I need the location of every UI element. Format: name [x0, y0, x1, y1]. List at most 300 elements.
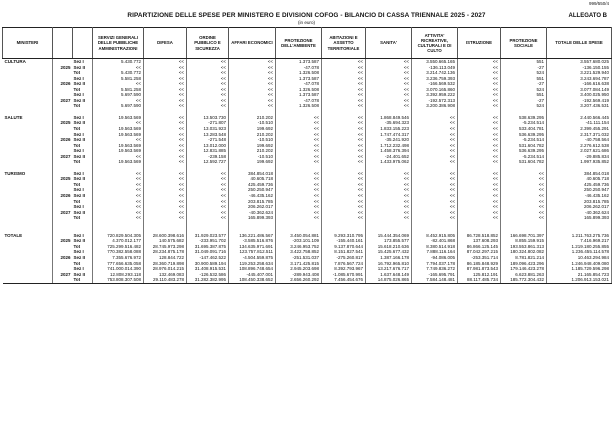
ministry-cell: TURISMO	[3, 171, 53, 177]
value-cell: 12.808.293.118	[93, 272, 144, 278]
value-cell: <<	[366, 171, 412, 177]
value-cell: <<	[322, 81, 366, 87]
value-cell: <<	[458, 154, 501, 160]
value-cell: 3.557.680.025	[547, 59, 612, 65]
value-cell: 1.387.166.178	[366, 255, 412, 261]
value-cell: 3.207.436.531	[547, 103, 612, 109]
value-cell: <<	[501, 171, 547, 177]
value-cell: <<	[412, 159, 458, 165]
value-cell: 210.202	[229, 115, 276, 121]
value-cell: 19.563.569	[93, 115, 144, 121]
value-cell: <<	[322, 204, 366, 210]
value-cell: 132.469.083	[144, 272, 187, 278]
value-cell: <<	[276, 120, 322, 126]
value-cell: <<	[229, 103, 276, 109]
value-cell: 3.392.959.222	[412, 92, 458, 98]
ministry-cell: TOTALE	[3, 233, 53, 239]
value-cell: <<	[144, 148, 187, 154]
value-cell: <<	[276, 148, 322, 154]
value-cell: <<	[458, 187, 501, 193]
value-cell: 538.639.295	[501, 115, 547, 121]
value-cell: 531.604.782	[501, 159, 547, 165]
value-cell: 31.408.915.531	[187, 266, 229, 272]
value-cell: 551	[501, 76, 547, 82]
value-cell: 88.117.485.734	[458, 277, 501, 283]
value-cell: -203.101.109	[276, 238, 322, 244]
value-cell: 1.868.849.546	[366, 115, 412, 121]
value-cell: <<	[187, 59, 229, 65]
value-cell: <<	[187, 182, 229, 188]
value-cell: <<	[366, 193, 412, 199]
value-cell: -46.435.162	[229, 193, 276, 199]
value-cell: <<	[412, 215, 458, 221]
value-cell: 199.692	[229, 126, 276, 132]
value-cell: 193.553.861.313	[501, 244, 547, 250]
value-cell: <<	[366, 215, 412, 221]
value-cell: <<	[93, 98, 144, 104]
value-cell: <<	[144, 193, 187, 199]
value-cell: -1.085.670.991	[322, 272, 366, 278]
value-cell: 384.854.018	[229, 171, 276, 177]
value-cell: -192.572.313	[412, 98, 458, 104]
section-cell: Tot	[73, 70, 81, 76]
value-cell: <<	[187, 103, 229, 109]
value-cell: <<	[412, 132, 458, 138]
section-cell: Tot	[73, 159, 81, 165]
value-cell: 8.781.821.214	[501, 255, 547, 261]
value-cell: 8.452.915.805	[412, 233, 458, 239]
value-cell: -94.086.005	[412, 255, 458, 261]
value-cell: <<	[412, 120, 458, 126]
value-cell: <<	[144, 143, 187, 149]
value-cell: 7.416.969.217	[547, 238, 612, 244]
value-cell: 136.221.486.567	[229, 233, 276, 239]
value-cell: <<	[229, 87, 276, 93]
value-cell: -24.401.652	[366, 154, 412, 160]
value-cell: <<	[501, 210, 547, 216]
value-cell: 3.200.386.908	[412, 103, 458, 109]
value-cell: 2.399.455.291	[547, 126, 612, 132]
value-cell: -5.234.514	[501, 137, 547, 143]
value-cell: <<	[276, 115, 322, 121]
value-cell: <<	[458, 171, 501, 177]
value-cell: 28.600.398.616	[144, 233, 187, 239]
year-cell	[53, 277, 73, 283]
value-cell: 40.605.718	[229, 176, 276, 182]
value-cell: 533.404.781	[501, 126, 547, 132]
value-cell: <<	[144, 81, 187, 87]
value-cell: 108.450.338.652	[229, 277, 276, 283]
value-cell: <<	[187, 65, 229, 71]
value-cell: -27	[501, 81, 547, 87]
value-cell: <<	[458, 204, 501, 210]
value-cell: <<	[458, 193, 501, 199]
value-cell: -5.234.514	[501, 154, 547, 160]
value-cell: 1.219.180.255.855	[547, 244, 612, 250]
value-cell: 16.792.965.810	[366, 261, 412, 267]
section-cell: Tot	[73, 126, 81, 132]
value-cell: 28.976.014.215	[144, 266, 187, 272]
value-cell: 7.794.037.178	[412, 261, 458, 267]
section-cell: Sez II	[73, 271, 86, 277]
value-cell: <<	[458, 182, 501, 188]
value-cell: 3.070.165.860	[412, 87, 458, 93]
column-header: TOTALE DELLE SPESE	[547, 28, 612, 59]
value-cell: 210.202	[229, 132, 276, 138]
value-cell: 210.202	[229, 148, 276, 154]
value-cell: <<	[458, 210, 501, 216]
value-cell: <<	[458, 215, 501, 221]
value-cell: <<	[322, 115, 366, 121]
value-cell: <<	[322, 137, 366, 143]
value-cell: 3.221.529.940	[547, 70, 612, 76]
value-cell: 13.012.000	[187, 143, 229, 149]
value-cell: 125.812.191	[458, 272, 501, 278]
value-cell: 1.211.763.275.736	[547, 233, 612, 239]
value-cell: -192.569.419	[547, 98, 612, 104]
value-cell: <<	[322, 87, 366, 93]
value-cell: 137.608.293	[458, 238, 501, 244]
value-cell: <<	[93, 182, 144, 188]
value-cell: 1.747.474.317	[366, 132, 412, 138]
section-cell: Sez I	[73, 131, 84, 137]
value-cell: <<	[322, 98, 366, 104]
value-cell: 199.692	[229, 143, 276, 149]
ministry-cell: CULTURA	[3, 59, 53, 65]
page-code: 999/550/4	[588, 1, 609, 6]
value-cell: 7.456.454.676	[322, 277, 366, 283]
value-cell: <<	[93, 193, 144, 199]
value-cell: <<	[187, 98, 229, 104]
value-cell: 15.618.210.636	[366, 244, 412, 250]
value-cell: <<	[458, 59, 501, 65]
value-cell: 741.000.014.390	[93, 266, 144, 272]
value-cell: -271.548	[187, 137, 229, 143]
value-cell: <<	[276, 154, 322, 160]
value-cell: <<	[187, 187, 229, 193]
value-cell: 2.027.621.686	[547, 148, 612, 154]
value-cell: 8.855.159.915	[501, 238, 547, 244]
value-cell: 1.458.376.394	[366, 148, 412, 154]
section-cell: Sez I	[73, 249, 84, 255]
value-cell: 166.698.701.397	[501, 233, 547, 239]
value-cell: 87.042.297.215	[458, 249, 501, 255]
value-cell: <<	[412, 193, 458, 199]
value-cell: -5.234.514	[501, 120, 547, 126]
value-cell: <<	[501, 193, 547, 199]
value-cell: 720.829.504.305	[93, 233, 144, 239]
value-cell: 777.656.635.058	[93, 261, 144, 267]
value-cell: 12.831.885	[187, 148, 229, 154]
value-cell: 30.900.589.194	[187, 261, 229, 267]
value-cell: <<	[322, 59, 366, 65]
value-cell: <<	[501, 187, 547, 193]
value-cell: -27	[501, 98, 547, 104]
section-cell: Tot	[73, 277, 93, 283]
value-cell: <<	[412, 204, 458, 210]
value-cell: <<	[322, 159, 366, 165]
value-cell: 15.444.354.069	[366, 233, 412, 239]
value-cell: <<	[458, 81, 501, 87]
section-cell: Tot	[73, 260, 81, 266]
value-cell: <<	[276, 199, 322, 205]
value-cell: 2.317.371.032	[547, 132, 612, 138]
section-cell: Sez II	[73, 153, 86, 159]
value-cell: <<	[458, 132, 501, 138]
value-cell: 1.236.455.114.578	[547, 249, 612, 255]
value-cell: -82.401.868	[412, 238, 458, 244]
value-cell: <<	[322, 148, 366, 154]
value-cell: 7.888.116.164	[412, 249, 458, 255]
value-cell: <<	[458, 199, 501, 205]
value-cell: <<	[93, 187, 144, 193]
value-cell: <<	[144, 70, 187, 76]
value-cell: 3.077.084.149	[547, 87, 612, 93]
value-cell: <<	[187, 215, 229, 221]
value-cell: <<	[144, 92, 187, 98]
value-cell: 536.639.295	[501, 148, 547, 154]
value-cell: <<	[144, 154, 187, 160]
section-cell: Sez II	[73, 238, 86, 244]
section-cell: Sez I	[73, 114, 84, 120]
value-cell: -46.435.162	[547, 193, 612, 199]
value-cell: 551	[501, 92, 547, 98]
value-cell: <<	[276, 132, 322, 138]
value-cell: <<	[322, 187, 366, 193]
value-cell: 199.692	[229, 159, 276, 165]
value-cell: 180.324.802.082	[501, 249, 547, 255]
value-cell: 4.370.012.177	[93, 238, 144, 244]
value-cell: <<	[322, 193, 366, 199]
year-cell: 2026	[60, 137, 71, 143]
value-cell: <<	[322, 210, 366, 216]
value-cell: <<	[458, 148, 501, 154]
value-cell: 3.243.694.787	[547, 76, 612, 82]
value-cell: <<	[322, 143, 366, 149]
value-cell: <<	[93, 81, 144, 87]
value-cell: <<	[412, 143, 458, 149]
section-cell: Sez I	[73, 232, 84, 238]
value-cell: 86.728.518.852	[458, 233, 501, 239]
value-cell: <<	[229, 76, 276, 82]
value-cell: 128.844.722	[144, 255, 187, 261]
value-cell: 1.326.508	[276, 103, 322, 109]
value-cell: -47.078	[276, 65, 322, 71]
value-cell: 524	[501, 103, 547, 109]
value-cell: <<	[366, 182, 412, 188]
column-header: ABITAZIONI E ASSETTO TERRITORIALE	[322, 28, 366, 59]
section-cell: Tot	[73, 198, 81, 204]
value-cell: 1.637.648.149	[366, 272, 412, 278]
value-cell: <<	[276, 215, 322, 221]
value-cell: <<	[501, 199, 547, 205]
value-cell: <<	[458, 120, 501, 126]
value-cell: <<	[458, 65, 501, 71]
value-cell: <<	[276, 159, 322, 165]
value-cell: <<	[366, 176, 412, 182]
value-cell: -165.695.791	[412, 272, 458, 278]
value-cell: <<	[187, 76, 229, 82]
value-cell: 8.151.827.541	[322, 249, 366, 255]
value-cell: 40.605.718	[547, 176, 612, 182]
value-cell: 536.639.295	[501, 132, 547, 138]
document-title: RIPARTIZIONE DELLE SPESE PER MINISTERO E DIVISIONI COFOG - BILANCIO DI CASSA TRIENNALE 2025 - 2027	[127, 12, 486, 19]
value-cell: <<	[187, 81, 229, 87]
value-cell: -3.585.516.876	[229, 238, 276, 244]
value-cell: <<	[501, 176, 547, 182]
value-cell: <<	[276, 187, 322, 193]
value-cell: 123.757.812.511	[229, 249, 276, 255]
value-cell: 9.137.870.644	[322, 244, 366, 250]
section-cell: Sez II	[73, 137, 86, 143]
table-header	[3, 28, 612, 59]
value-cell: 250.250.947	[547, 187, 612, 193]
value-cell: -47.078	[276, 98, 322, 104]
value-cell: <<	[366, 59, 412, 65]
value-cell: <<	[458, 103, 501, 109]
value-cell: 3.246.953.752	[276, 244, 322, 250]
year-cell: 2027	[60, 271, 71, 277]
value-cell: 206.262.017	[229, 204, 276, 210]
value-cell: -40.362.624	[229, 210, 276, 216]
column-header: ORDINE PUBBLICO E SICUREZZA	[187, 28, 229, 59]
value-cell: 19.563.569	[93, 159, 144, 165]
value-cell: <<	[412, 199, 458, 205]
section-cell: Sez II	[73, 120, 86, 126]
value-cell: -4.504.559.875	[229, 255, 276, 261]
value-cell: 425.459.736	[229, 182, 276, 188]
value-cell: <<	[322, 120, 366, 126]
value-cell: <<	[366, 87, 412, 93]
value-cell: <<	[412, 171, 458, 177]
value-cell: <<	[412, 137, 458, 143]
year-cell: 2025	[60, 120, 71, 126]
value-cell: <<	[187, 92, 229, 98]
value-cell: -233.951.702	[187, 238, 229, 244]
value-cell: 179.146.423.278	[501, 266, 547, 272]
section-cell: Tot	[73, 103, 81, 109]
value-cell: <<	[458, 92, 501, 98]
value-cell: <<	[412, 182, 458, 188]
column-header: SANITA'	[366, 28, 412, 59]
section-cell: Sez II	[73, 209, 86, 215]
column-header: PROTEZIONE DELL'AMBIENTE	[276, 28, 322, 59]
value-cell: <<	[501, 215, 547, 221]
value-cell: <<	[144, 126, 187, 132]
value-cell: <<	[187, 193, 229, 199]
value-cell: <<	[322, 126, 366, 132]
value-cell: 173.855.577	[366, 238, 412, 244]
value-cell: -155.440.161	[322, 238, 366, 244]
value-cell: 1.373.587	[276, 92, 322, 98]
value-cell: <<	[229, 70, 276, 76]
column-header: ISTRUZIONE	[458, 28, 501, 59]
value-cell: <<	[458, 87, 501, 93]
section-cell: Sez I	[73, 187, 84, 193]
value-cell: <<	[229, 65, 276, 71]
value-cell: <<	[412, 126, 458, 132]
value-cell: 19.563.569	[93, 148, 144, 154]
section-cell: Tot	[73, 215, 81, 221]
value-cell: <<	[322, 65, 366, 71]
value-cell: 140.575.682	[144, 238, 187, 244]
value-cell: 189.096.423.296	[501, 261, 547, 267]
value-cell: <<	[144, 210, 187, 216]
column-header: ATTIVITA' RICREATIVE, CULTURALI E DI CULTO	[412, 28, 458, 59]
value-cell: 524	[501, 70, 547, 76]
value-cell: 28.745.973.298	[144, 244, 187, 250]
value-cell: <<	[144, 176, 187, 182]
value-cell: 9.293.310.795	[322, 233, 366, 239]
table-body	[3, 59, 612, 284]
year-cell: 2025	[60, 64, 71, 70]
value-cell: 2.656.260.292	[276, 277, 322, 283]
value-cell: 5.581.258	[93, 87, 144, 93]
value-cell: 19.563.569	[93, 143, 144, 149]
value-cell: 31.929.023.577	[187, 233, 229, 239]
value-cell: -289.943.408	[276, 272, 322, 278]
value-cell: -40.758.564	[547, 137, 612, 143]
section-cell: Sez II	[73, 64, 86, 70]
value-cell: <<	[322, 171, 366, 177]
value-cell: 1.712.232.498	[366, 143, 412, 149]
value-cell: <<	[458, 176, 501, 182]
column-header: DIFESA	[144, 28, 187, 59]
section-cell: Sez I	[73, 59, 84, 64]
value-cell: <<	[93, 137, 144, 143]
value-cell: 203.815.785	[229, 199, 276, 205]
value-cell: 8.392.793.967	[322, 266, 366, 272]
value-cell: 165.899.393	[547, 215, 612, 221]
value-cell: 21.165.854.723	[547, 272, 612, 278]
value-cell: <<	[458, 70, 501, 76]
value-cell: 551	[501, 59, 547, 65]
allegato-label: ALLEGATO B	[568, 13, 607, 19]
value-cell: <<	[322, 176, 366, 182]
value-cell: <<	[93, 171, 144, 177]
value-cell: 725.299.516.482	[93, 244, 144, 250]
value-cell: 108.896.748.654	[229, 266, 276, 272]
value-cell: 185.772.304.432	[501, 277, 547, 283]
value-cell: 5.581.258	[93, 76, 144, 82]
value-cell: 524	[501, 87, 547, 93]
value-cell: <<	[144, 171, 187, 177]
value-cell: <<	[458, 76, 501, 82]
value-cell: <<	[366, 76, 412, 82]
value-cell: <<	[144, 65, 187, 71]
value-cell: <<	[229, 98, 276, 104]
value-cell: <<	[458, 126, 501, 132]
value-cell: 2.440.566.445	[547, 115, 612, 121]
value-cell: 1.373.587	[276, 76, 322, 82]
column-header	[73, 28, 93, 59]
value-cell: <<	[276, 176, 322, 182]
value-cell: <<	[187, 87, 229, 93]
value-cell: -166.569.532	[412, 81, 458, 87]
value-cell: 7.876.567.724	[322, 261, 366, 267]
value-cell: <<	[322, 92, 366, 98]
value-cell: <<	[412, 176, 458, 182]
value-cell: <<	[366, 210, 412, 216]
year-cell: 2026	[60, 81, 71, 87]
value-cell: <<	[322, 70, 366, 76]
value-cell: 31.695.387.875	[187, 244, 229, 250]
value-cell: 86.866.125.145	[458, 244, 501, 250]
value-cell: <<	[144, 132, 187, 138]
value-cell: <<	[366, 204, 412, 210]
value-cell: 2.945.203.698	[276, 266, 322, 272]
value-cell: 1.373.587	[276, 59, 322, 65]
